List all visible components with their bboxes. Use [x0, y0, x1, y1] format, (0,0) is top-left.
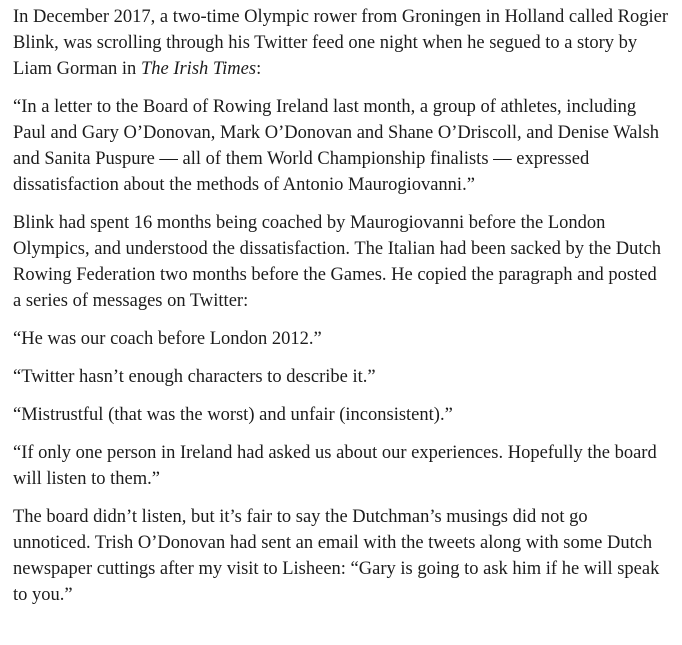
tweet-quote-4: “If only one person in Ireland had asked us about our experiences. Hopefully the board will listen to them.”	[13, 443, 657, 489]
paragraph-intro	[13, 4, 668, 82]
tweet-quote-3: “Mistrustful (that was the worst) and unfair (inconsistent).”	[13, 405, 453, 425]
tweet-quote-2: “Twitter hasn’t enough characters to describe it.”	[13, 367, 376, 387]
paragraph-conclusion: The board didn’t listen, but it’s fair to say the Dutchman’s musings did not go unnoticed. Trish O’Donovan had sent an email with the tweets along with some Dutch newspaper cuttings after my visit to Lisheen: “Gary is going to ask him if he will speak to you.”	[13, 507, 660, 605]
intro-text: In December 2017, a two-time Olympic rower from Groningen in Holland called Rogier Blink, was scrolling through his Twitter feed one night when he segued to a story by Liam Gorman in	[13, 7, 669, 79]
tweet-quote-1: “He was our coach before London 2012.”	[13, 329, 322, 349]
paragraph-blink-background: Blink had spent 16 months being coached by Maurogiovanni before the London Olympics, and understood the dissatisfaction. The Italian had been sacked by the Dutch Rowing Federation two months before the Games. He copied the paragraph and posted a series of messages on Twitter:	[13, 213, 662, 311]
paragraph-letter-quote: “In a letter to the Board of Rowing Ireland last month, a group of athletes, including Paul and Gary O’Donovan, Mark O’Donovan and Shane O’Driscoll, and Denise Walsh and Sanita Puspure — all of them World Championship finalists — expressed dissatisfaction about the methods of Antonio Maurogiovanni.”	[13, 97, 660, 195]
intro-colon: :	[256, 59, 262, 79]
publication-name: The Irish Times	[140, 59, 257, 79]
